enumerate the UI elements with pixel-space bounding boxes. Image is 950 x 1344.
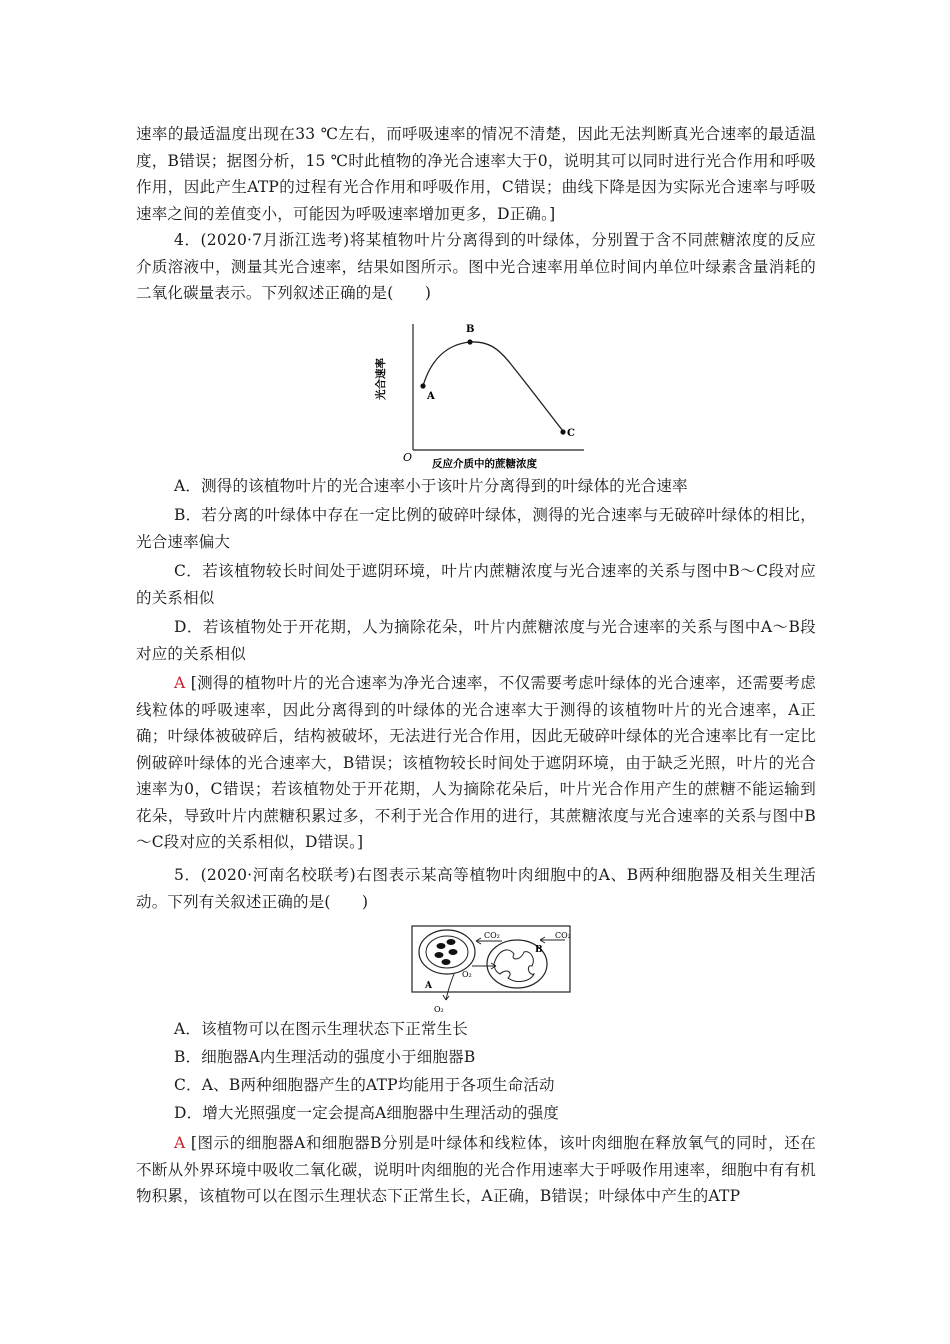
organelle-a-label: A — [425, 981, 432, 991]
q4-option-c: C．若该植物较长时间处于遮阴环境，叶片内蔗糖浓度与光合速率的关系与图中B～C段对应的关系相似 — [136, 562, 816, 607]
x-axis-label: 反应介质中的蔗糖浓度 — [432, 458, 537, 470]
intro-paragraph: 速率的最适温度出现在33 ℃左右，而呼吸速率的情况不清楚，因此无法判断真光合速率的最适温度，B错误；据图分析，15 ℃时此植物的净光合速率大于0，说明其可以同时进行光合作用和呼吸作用，因此产生ATP的过程有光合作用和呼吸作用，C错误；曲线下降是因为实际光合速率与呼吸速率之间的差值变小，可能因为呼吸速率增加更多，D正确。] — [136, 125, 816, 223]
q4-answer — [136, 670, 816, 856]
q5-organelle-diagram — [410, 922, 580, 1016]
q5-option-a: A．该植物可以在图示生理状态下正常生长 — [174, 1020, 468, 1038]
point-a-label: A — [427, 391, 435, 402]
q5-explanation: [图示的细胞器A和细胞器B分别是叶绿体和线粒体，该叶肉细胞在释放氧气的同时，还在不断从外界环境中吸收二氧化碳，说明叶肉细胞的光合作用速率大于呼吸作用速率，细胞中有有机物积累，该植物可以在图示生理状态下正常生长，A正确，B错误；叶绿体中产生的ATP — [136, 1134, 816, 1205]
q4-answer-letter: A — [174, 674, 186, 692]
co2-inner-label: CO₂ — [484, 931, 500, 940]
point-a — [420, 383, 425, 388]
mitochondrion-cristae — [494, 950, 534, 982]
q5-option-d: D．增大光照强度一定会提高A细胞器中生理活动的强度 — [174, 1104, 560, 1122]
point-b — [467, 339, 472, 344]
question-5-stem: 5．(2020·河南名校联考)右图表示某高等植物叶肉细胞中的A、B两种细胞器及相关生理活动。下列有关叙述正确的是( ) — [136, 866, 816, 911]
q4-option-b: B．若分离的叶绿体中存在一定比例的破碎叶绿体，测得的光合速率与无破碎叶绿体的相比，光合速率偏大 — [136, 506, 816, 551]
q5-option-c: C．A、B两种细胞器产生的ATP均能用于各项生命活动 — [174, 1076, 555, 1094]
q4-option-d: D．若该植物处于开花期，人为摘除花朵，叶片内蔗糖浓度与光合速率的关系与图中A～B段对应的关系相似 — [136, 618, 816, 663]
organelle-b-label: B — [535, 945, 543, 955]
point-b-label: B — [466, 324, 475, 335]
question-4-stem: 4．(2020·7月浙江选考)将某植物叶片分离得到的叶绿体，分别置于含不同蔗糖浓度的反应介质溶液中，测量其光合速率，结果如图所示。图中光合速率用单位时间内单位叶绿素含量消耗的二氧化碳量表示。下列叙述正确的是( ) — [136, 231, 816, 302]
o2-out-arrow — [446, 974, 454, 1000]
point-c — [560, 429, 565, 434]
point-c-label: C — [567, 428, 575, 439]
q5-option-b: B．细胞器A内生理活动的强度小于细胞器B — [174, 1048, 476, 1066]
o2-inner-label: O₂ — [462, 970, 472, 979]
q5-answer-letter: A — [174, 1134, 186, 1152]
o2-out-label: O₂ — [434, 1005, 444, 1014]
q4-option-a: A．测得的该植物叶片的光合速率小于该叶片分离得到的叶绿体的光合速率 — [174, 477, 688, 495]
y-axis-label: 光合速率 — [375, 358, 387, 400]
q4-explanation: [测得的植物叶片的光合速率为净光合速率，不仅需要考虑叶绿体的光合速率，还需要考虑线粒体的呼吸速率，因此分离得到的叶绿体的光合速率大于测得的该植物叶片的光合速率，A正确；叶绿体被破碎后，结构被破坏，无法进行光合作用，因此无破碎叶绿体的光合速率比有一定比例破碎叶绿体的光合速率大，B错误；该植物较长时间处于遮阴环境，由于缺乏光照，叶片的光合速率为0，C错误；若该植物处于开花期，人为摘除花朵后，叶片光合作用产生的蔗糖不能运输到花朵，导致叶片内蔗糖积累过多，不利于光合作用的进行，其蔗糖浓度与光合速率的关系与图中B～C段对应的关系相似，D错误。] — [136, 674, 816, 851]
grana — [437, 943, 446, 949]
origin-label: O — [403, 451, 413, 464]
rate-curve — [423, 342, 563, 431]
co2-outer-label: CO₂ — [555, 931, 571, 940]
chloroplast-outer — [419, 930, 475, 974]
q5-answer — [136, 1130, 816, 1210]
q4-photosynthesis-chart — [370, 318, 590, 474]
